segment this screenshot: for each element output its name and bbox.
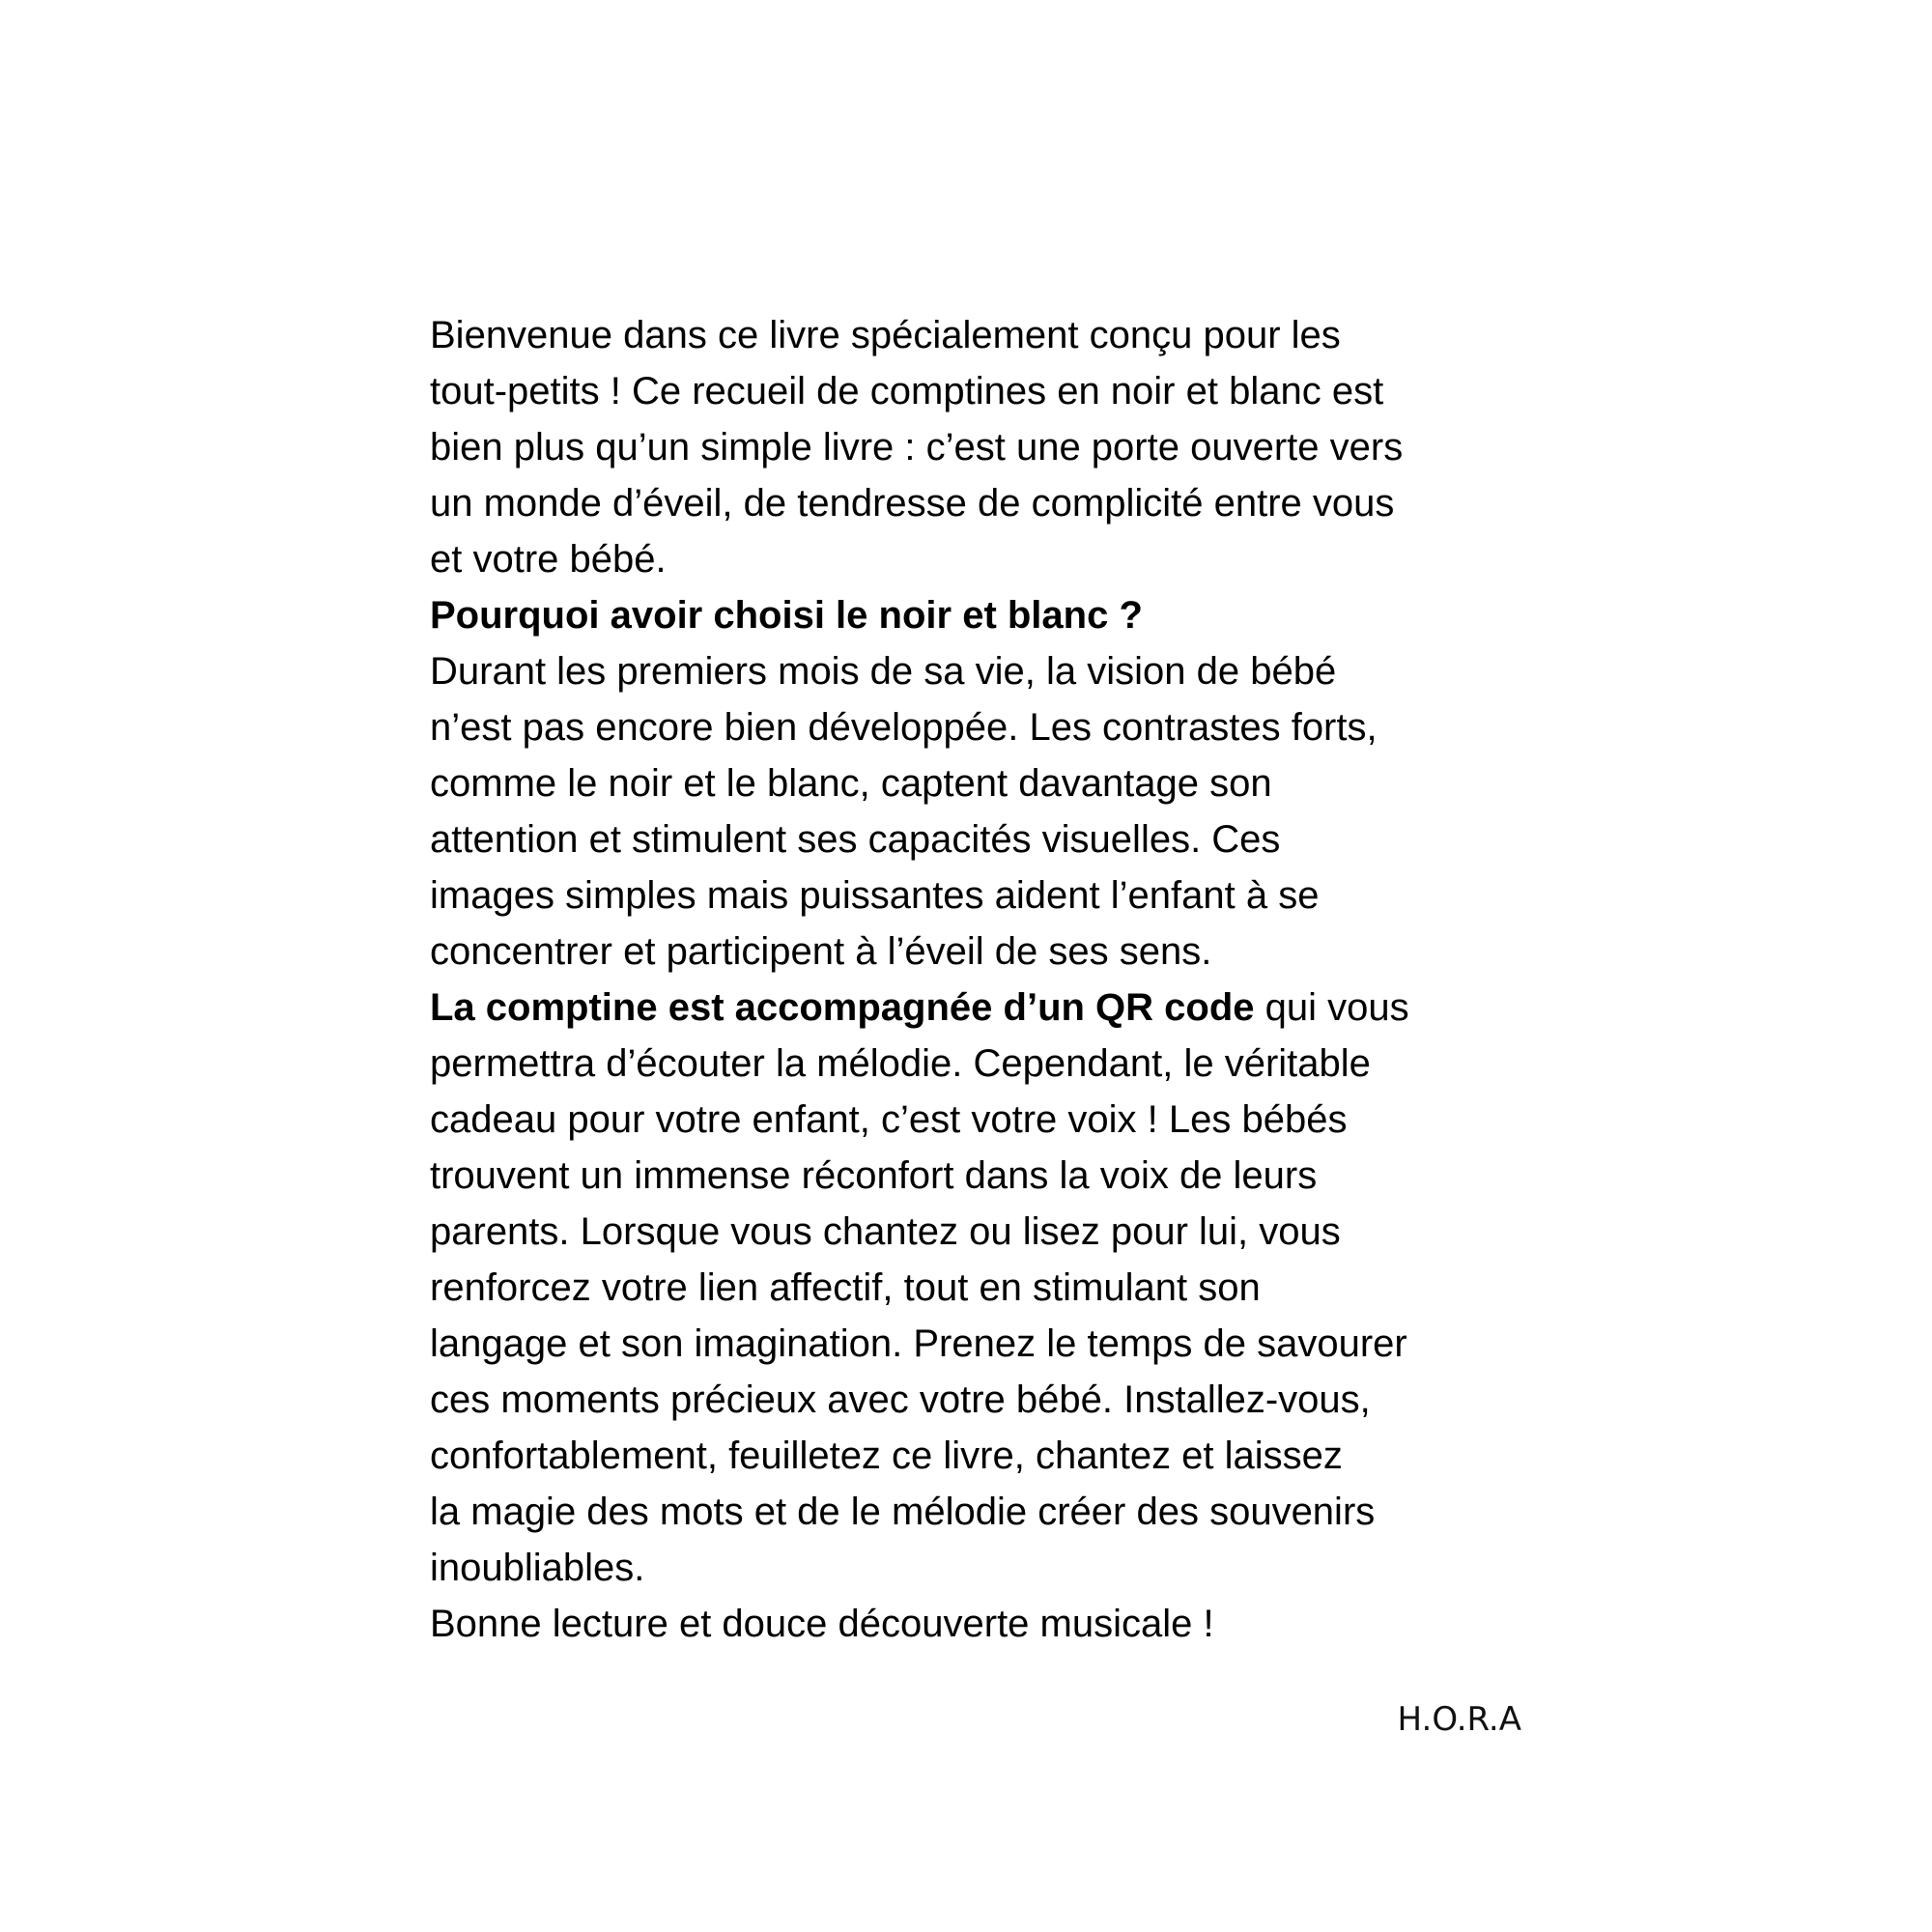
closing-line: Bonne lecture et douce découverte musicale !	[430, 1603, 1214, 1645]
intro-line: et votre bébé.	[430, 538, 667, 581]
qr-line: la magie des mots et de le mélodie créer des souvenirs	[430, 1491, 1376, 1533]
section-line: comme le noir et le blanc, captent davantage son	[430, 762, 1272, 805]
section-line: images simples mais puissantes aident l’enfant à se	[430, 874, 1320, 917]
section-heading: Pourquoi avoir choisi le noir et blanc ?	[430, 594, 1143, 637]
section-line: concentrer et participent à l’éveil de ses sens.	[430, 930, 1212, 973]
signature: H.O.R.A	[1397, 1700, 1521, 1739]
qr-bold-text: La comptine est accompagnée d’un QR code	[430, 986, 1255, 1029]
section-line: Durant les premiers mois de sa vie, la vision de bébé	[430, 650, 1337, 693]
intro-line: tout-petits ! Ce recueil de comptines en noir et blanc est	[430, 370, 1384, 412]
qr-line: inoubliables.	[430, 1547, 645, 1589]
qr-line: langage et son imagination. Prenez le temps de savourer	[430, 1322, 1407, 1365]
body-text	[430, 307, 1531, 1652]
qr-line: ces moments précieux avec votre bébé. Installez-vous,	[430, 1378, 1371, 1421]
intro-line: bien plus qu’un simple livre : c’est une porte ouverte vers	[430, 426, 1404, 469]
qr-line: cadeau pour votre enfant, c’est votre voix ! Les bébés	[430, 1098, 1348, 1141]
qr-line: trouvent un immense réconfort dans la voix de leurs	[430, 1154, 1318, 1197]
qr-first-line	[430, 980, 1531, 1036]
section-line: n’est pas encore bien développée. Les contrastes forts,	[430, 706, 1378, 749]
qr-rest-text: qui vous	[1254, 986, 1409, 1029]
qr-line: parents. Lorsque vous chantez ou lisez pour lui, vous	[430, 1210, 1341, 1253]
qr-line: permettra d’écouter la mélodie. Cependant, le véritable	[430, 1042, 1371, 1085]
qr-line: renforcez votre lien affectif, tout en stimulant son	[430, 1266, 1261, 1309]
intro-line: Bienvenue dans ce livre spécialement conçu pour les	[430, 314, 1341, 356]
section-line: attention et stimulent ses capacités visuelles. Ces	[430, 818, 1281, 861]
qr-line: confortablement, feuilletez ce livre, chantez et laissez	[430, 1435, 1343, 1477]
intro-line: un monde d’éveil, de tendresse de complicité entre vous	[430, 482, 1395, 525]
